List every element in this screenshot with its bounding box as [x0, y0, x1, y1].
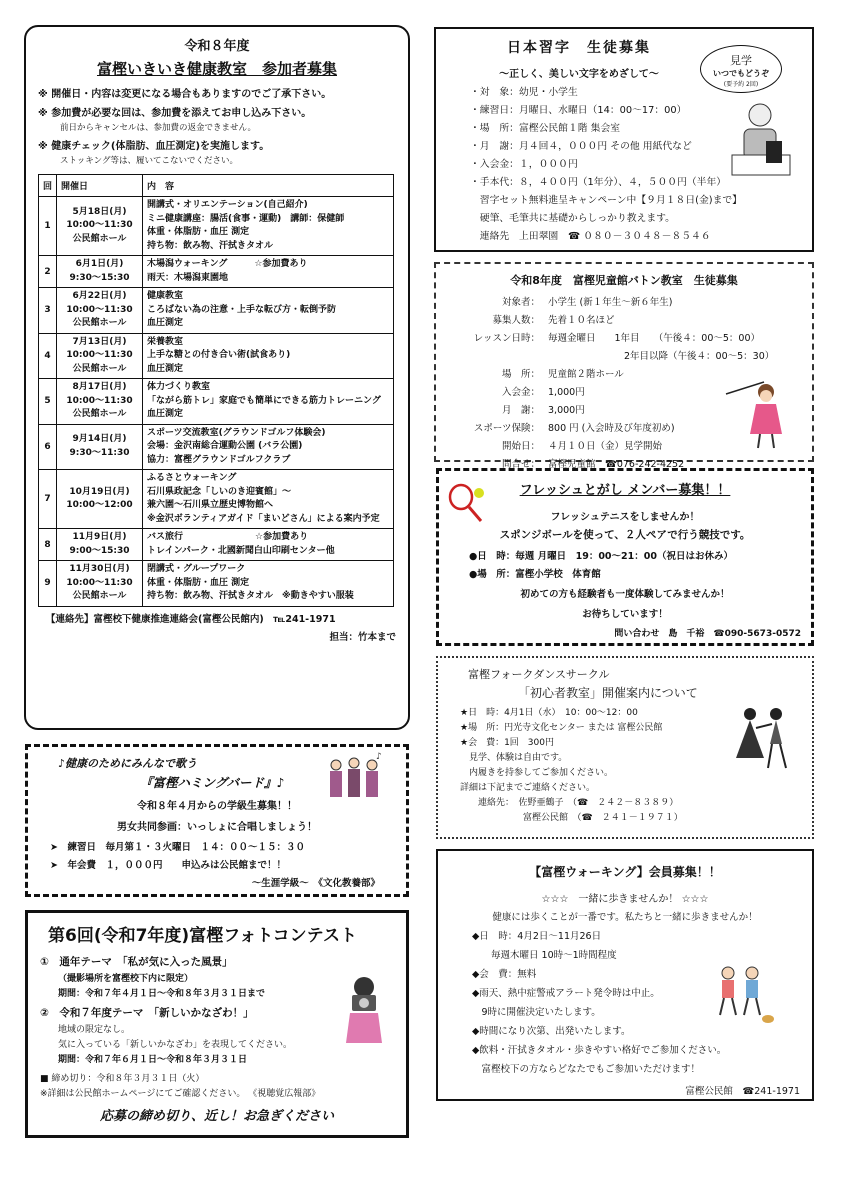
baton-row: [446, 348, 802, 362]
session-content: [143, 470, 394, 529]
session-date: 10月19日(月): [69, 486, 130, 497]
schedule-row: [39, 561, 394, 607]
content-line: 「ながら筋トレ」家庭でも簡単にできる筋力トレーニング: [147, 395, 381, 406]
content-line: 石川県政記念「しいのき迎賓館」～: [147, 486, 292, 497]
baton-key: 月 謝：: [501, 405, 540, 416]
calligraphy-tagline: ～正しく、美しい文字をめざして～: [499, 69, 659, 80]
baton-key: 問合せ：: [501, 459, 540, 470]
session-number: 7: [39, 470, 57, 529]
content-line: 木場潟ウォーキング ☆参加費あり: [147, 259, 308, 269]
content-line: 開講式・オリエンテーション(自己紹介): [147, 200, 308, 210]
health-note: ※ 健康チェック(体脂肪、血圧測定)を実施します。: [38, 141, 270, 152]
visit-bubble: [700, 45, 782, 93]
baton-value: 毎週金曜日 1年目 （午後４：00～5：00）: [548, 333, 761, 344]
fresh-line: ●日 時：毎週 月曜日 19：00～21：00（祝日はお休み）: [469, 551, 733, 562]
photo-line: ※詳細は公民館ホームページにてご確認ください。 《視聴覚広報部》: [40, 1089, 321, 1099]
baton-title: 令和8年度 富樫児童館バトン教室 生徒募集: [510, 274, 738, 287]
baton-value: 3,000円: [548, 405, 585, 416]
baton-value: 児童館２階ホール: [548, 369, 624, 380]
baton-key: [446, 348, 548, 362]
baton-key: 募集人数：: [492, 315, 540, 326]
content-line: バス旅行 ☆参加費あり: [147, 532, 309, 542]
info-line: ◆会 費：無料: [472, 969, 537, 980]
bubble-text: (要予約 2回): [723, 81, 759, 88]
schedule-table: [38, 174, 394, 607]
fresh-contact: 問い合わせ 島 千裕 ☎090-5673-0572: [614, 629, 801, 639]
schedule-row: [39, 529, 394, 561]
content-line: 兼六園～石川県立歴史博物館へ: [147, 500, 274, 510]
session-number: 8: [39, 529, 57, 561]
dancers-icon: [726, 702, 798, 774]
bubble-text: 見学: [730, 54, 752, 67]
info-line: ◆時間になり次第、出発いたします。: [472, 1026, 631, 1037]
content-line: 会場：金沢南総合運動公園 (バラ公園): [147, 441, 303, 451]
session-date: [57, 379, 143, 425]
content-line: ころばない為の注意・上手な転び方・転倒予防: [147, 304, 337, 315]
schedule-row: [39, 470, 394, 529]
svg-text:♪: ♪: [376, 752, 382, 762]
content-line: 血圧測定: [147, 409, 184, 419]
humming-line: 男女共同参画：いっしょに合唱しましょう！: [117, 822, 317, 833]
session-number: 9: [39, 561, 57, 607]
info-line: 連絡先 上田翠園 ☎ ０８０－３０４８－８５４６: [470, 231, 711, 242]
schedule-row: [39, 333, 394, 379]
walking-line: ☆☆☆ 一緒に歩きませんか！ ☆☆☆: [541, 894, 709, 905]
session-number: 4: [39, 333, 57, 379]
schedule-row: [39, 256, 394, 288]
info-line: ・場 所：富樫公民館１階 集会室: [470, 123, 621, 134]
session-date: [57, 561, 143, 607]
baton-value: ４月１０日（金）見学開始: [548, 441, 663, 452]
session-place: 公民館ホール: [72, 233, 127, 244]
baton-value: 小学生 (新１年生～新６年生): [548, 297, 673, 308]
session-date: 6月22日(月): [72, 291, 127, 301]
humming-bird-section: [25, 744, 409, 897]
info-line: ・入会金：１，０００円: [470, 159, 578, 170]
session-place: 公民館ホール: [72, 591, 127, 601]
photo-line: 地域の限定なし。: [58, 1025, 131, 1035]
baton-key: 開始日：: [501, 441, 540, 452]
folk-title: 富樫フォークダンスサークル: [468, 668, 610, 681]
session-content: [143, 424, 394, 470]
session-time: 10:00～11:30: [66, 304, 133, 315]
session-content: [143, 288, 394, 334]
health-class-section: [24, 25, 410, 730]
session-place: 公民館ホール: [72, 318, 127, 328]
info-line: 富樫公民館 ☎241-1971: [685, 1086, 800, 1097]
session-number: 6: [39, 424, 57, 470]
schedule-row: [39, 288, 394, 334]
health-title: 令和８年度: [184, 39, 250, 54]
content-line: 閉講式・グループワーク: [147, 564, 246, 574]
fresh-line: スポンジボールを使って、２人ペアで行う競技です。: [499, 529, 751, 541]
session-time: 9:30～11:30: [69, 447, 130, 458]
info-line: ★日 時：4月1日（水） 10：00～12：00: [460, 708, 638, 718]
info-line: ・練習日：月曜日、水曜日（14：00～17：00）: [470, 105, 687, 116]
content-line: 血圧測定: [147, 363, 184, 374]
session-time: 10:00～11:30: [66, 350, 133, 360]
tennis-racket-icon: [447, 483, 491, 523]
info-line: 内履きを持参してご参加ください。: [460, 768, 614, 778]
info-line: 毎週木曜日 10時～1時間程度: [472, 950, 617, 961]
walkers-icon: [710, 963, 776, 1027]
humming-line: ➤ 練習日 毎月第１・３火曜日 １４：００～１５：３０: [50, 842, 305, 853]
session-time: 10:00～11:30: [66, 395, 133, 406]
schedule-row: [39, 379, 394, 425]
baton-girl-icon: [724, 374, 794, 449]
fresh-line: 初めての方も経験者も一度体験してみませんか！: [520, 589, 730, 600]
session-place: 公民館ホール: [72, 409, 127, 419]
session-date: [57, 470, 143, 529]
humming-title: ♪健康のためにみんなで歌う: [58, 757, 198, 770]
col-header: 回: [39, 175, 57, 197]
session-date: 6月1日(月): [75, 259, 124, 269]
baton-row: [446, 294, 802, 308]
session-date: 8月17日(月): [72, 382, 127, 392]
schedule-row: [39, 197, 394, 256]
calligraphy-title: 日本習字 生徒募集: [507, 40, 651, 56]
content-line: 協力：富樫グラウンドゴルフクラブ: [147, 454, 291, 465]
info-line: 習字セット無料進呈キャンペーン中【９月１８日(金)まで】: [470, 195, 742, 206]
calligraphy-section: [434, 27, 814, 252]
info-line: 見学、体験は自由です。: [460, 753, 568, 763]
baton-value: 先着１０名ほど: [548, 315, 615, 326]
content-line: 体重・体脂肪・血圧 測定: [147, 577, 250, 588]
baton-key: 入会金：: [501, 387, 540, 398]
session-content: [143, 197, 394, 256]
baton-row: [446, 312, 802, 326]
content-line: 健康教室: [147, 291, 184, 301]
col-header: 開催日: [57, 175, 143, 197]
content-line: 体重・体脂肪・血圧 測定: [147, 227, 250, 237]
content-line: スポーツ交流教室(グラウンドゴルフ体験会): [147, 427, 326, 438]
session-time: 10:00～12:00: [66, 500, 133, 510]
content-line: 雨天：木場潟東園地: [147, 272, 229, 283]
health-contact: 【連絡先】富樫校下健康推進連絡会(富樫公民館内) ℡241-1971: [46, 613, 336, 625]
photo-line: 期間：令和７年６月１日～令和８年３月３１日: [58, 1055, 248, 1065]
session-content: [143, 379, 394, 425]
info-line: ◆飲料・汗拭きタオル・歩きやすい格好でご参加ください。: [472, 1045, 727, 1056]
photo-line: 期間：令和７年４月１日～令和８年３月３１日まで: [58, 989, 266, 999]
content-line: 持ち物：飲み物、汗拭きタオル ※動きやすい服装: [147, 591, 354, 601]
content-line: トレインパーク・北國新聞白山印刷センター他: [147, 545, 335, 556]
content-line: ミニ健康講座：腸活(食事・運動) 講師：保健師: [147, 213, 345, 224]
humming-line: 令和８年４月からの学級生募集！！: [137, 801, 297, 812]
session-content: [143, 333, 394, 379]
baton-key: 場 所：: [501, 369, 540, 380]
fresh-line: ●場 所：富樫小学校 体育館: [469, 569, 601, 580]
choir-icon: [324, 751, 386, 803]
info-line: 詳細は下記までご連絡ください。: [460, 783, 596, 793]
session-date: [57, 424, 143, 470]
session-date: [57, 197, 143, 256]
session-time: 10:00～11:30: [66, 577, 133, 588]
photo-line: 気に入っている「新しいかなざわ」を表現してください。: [58, 1040, 293, 1050]
content-line: 上手な糖との付き合い術(試食あり): [147, 350, 291, 360]
info-line: ・手本代：８，４００円（1年分）、４，５００円（半年）: [470, 177, 727, 188]
session-date: [57, 529, 143, 561]
fresh-line: フレッシュテニスをしませんか！: [550, 512, 700, 523]
baton-key: スポーツ保険：: [473, 423, 540, 434]
health-subtitle: 富樫いきいき健康教室 参加者募集: [96, 60, 337, 78]
baton-value: 1,000円: [548, 387, 585, 398]
baton-value: 富樫児童館 ☎076-242-4252: [548, 459, 685, 470]
session-date: [57, 288, 143, 334]
session-date: 9月14日(月): [72, 434, 127, 445]
info-line: ・月 謝：月４回４，０００円 その他 用紙代など: [470, 141, 692, 152]
folk-dance-section: [436, 656, 814, 839]
humming-line: ➤ 年会費 １，０００円 申込みは公民館まで！！: [50, 860, 286, 871]
baton-value: 800 円 (入会時及び年度初め): [548, 423, 675, 434]
baton-section: [434, 262, 814, 470]
session-date: 11月30日(月): [69, 564, 130, 574]
content-line: ※金沢ボランティアガイド「まいどさん」による案内予定: [147, 513, 380, 524]
info-line: 富樫校下の方ならどなたでもご参加いただけます！: [472, 1064, 701, 1075]
session-place: 公民館ホール: [72, 363, 127, 374]
session-number: 5: [39, 379, 57, 425]
content-line: 栄養教室: [147, 336, 184, 347]
fresh-tennis-section: [436, 468, 814, 646]
session-number: 3: [39, 288, 57, 334]
schedule-row: [39, 424, 394, 470]
baton-key: 対象者：: [501, 297, 540, 308]
session-date: [57, 256, 143, 288]
session-number: 2: [39, 256, 57, 288]
baton-row: [446, 330, 802, 344]
session-content: [143, 529, 394, 561]
info-line: ★場 所：円光寺文化センター または 富樫公民館: [460, 723, 663, 733]
photo-line: （撮影場所を富樫校下内に限定）: [58, 974, 194, 984]
health-note: 前日からキャンセルは、参加費の返金できません。: [60, 123, 257, 133]
walking-title: 【富樫ウォーキング】会員募集！！: [529, 865, 721, 879]
photo-title: 第6回(令和7年度)富樫フォトコンテスト: [48, 926, 357, 946]
session-date: [57, 333, 143, 379]
photo-line: ■ 締め切り：令和８年３月３１日（火）: [40, 1074, 205, 1084]
fresh-title: フレッシュとがし メンバー募集！！: [519, 483, 731, 498]
fresh-line: お待ちしています！: [582, 609, 668, 620]
photographer-icon: [336, 973, 392, 1049]
teacher-icon: [730, 99, 792, 179]
bubble-text: いつでもどうぞ: [713, 69, 769, 78]
walking-section: [436, 849, 814, 1101]
health-note: ストッキング等は、履いてこないでください。: [60, 156, 238, 166]
session-date: 7月13日(月): [72, 336, 127, 347]
info-line: 硬筆、毛筆共に基礎からしっかり教えます。: [470, 213, 675, 224]
health-note: ※ 開催日・内容は変更になる場合もありますのでご了承下さい。: [38, 89, 332, 100]
session-number: 1: [39, 197, 57, 256]
photo-deadline-banner: 応募の締め切り、近し！お急ぎください: [99, 1109, 334, 1124]
info-line: ★会 費：1回 300円: [460, 738, 554, 748]
info-line: 富樫公民館 （☎ ２４１－１９７１）: [460, 813, 683, 823]
humming-line: ～生涯学級～ 《文化教養部》: [251, 878, 380, 889]
info-line: ◆雨天、熱中症警戒アラート発令時は中止。: [472, 988, 660, 999]
session-time: 9:30～15:30: [69, 272, 130, 283]
session-content: [143, 561, 394, 607]
session-date: 11月9日(月): [72, 532, 127, 542]
content-line: ふるさとウォーキング: [147, 473, 237, 483]
info-line: 連絡先： 佐野亜鶴子 （☎ ２４２－８３８９）: [460, 798, 679, 808]
folk-subtitle: 「初心者教室」開催案内について: [518, 686, 698, 700]
content-line: 血圧測定: [147, 318, 184, 328]
session-content: [143, 256, 394, 288]
info-line: ◆日 時：4月2日～11月26日: [472, 931, 602, 942]
humming-subtitle: 『富樫ハミングバード』♪: [140, 775, 285, 790]
walking-line: 健康には歩くことが一番です。私たちと一緒に歩きませんか！: [492, 912, 758, 923]
content-line: 持ち物：飲み物、汗拭きタオル: [147, 240, 274, 251]
session-time: 10:00～11:30: [66, 220, 133, 231]
info-line: 9時に開催決定いたします。: [472, 1007, 601, 1018]
content-line: 体力づくり教室: [147, 382, 211, 392]
info-line: ・対 象：幼児・小学生: [470, 87, 578, 98]
baton-value: 2年目以降（午後４：00～5：30）: [548, 351, 775, 362]
health-contact-person: 担当：竹本まで: [329, 631, 396, 643]
photo-line: ② 令和７年度テーマ 「新しいかなざわ！」: [40, 1007, 254, 1019]
photo-line: ① 通年テーマ 「私が気に入った風景」: [40, 956, 233, 968]
session-time: 9:00～15:30: [69, 545, 130, 556]
health-note: ※ 参加費が必要な回は、参加費を添えてお申し込み下さい。: [38, 108, 312, 119]
baton-key: レッスン日時：: [473, 333, 540, 344]
session-date: 5月18日(月): [72, 206, 127, 217]
col-header: 内 容: [143, 175, 394, 197]
photo-contest-section: [25, 910, 409, 1138]
